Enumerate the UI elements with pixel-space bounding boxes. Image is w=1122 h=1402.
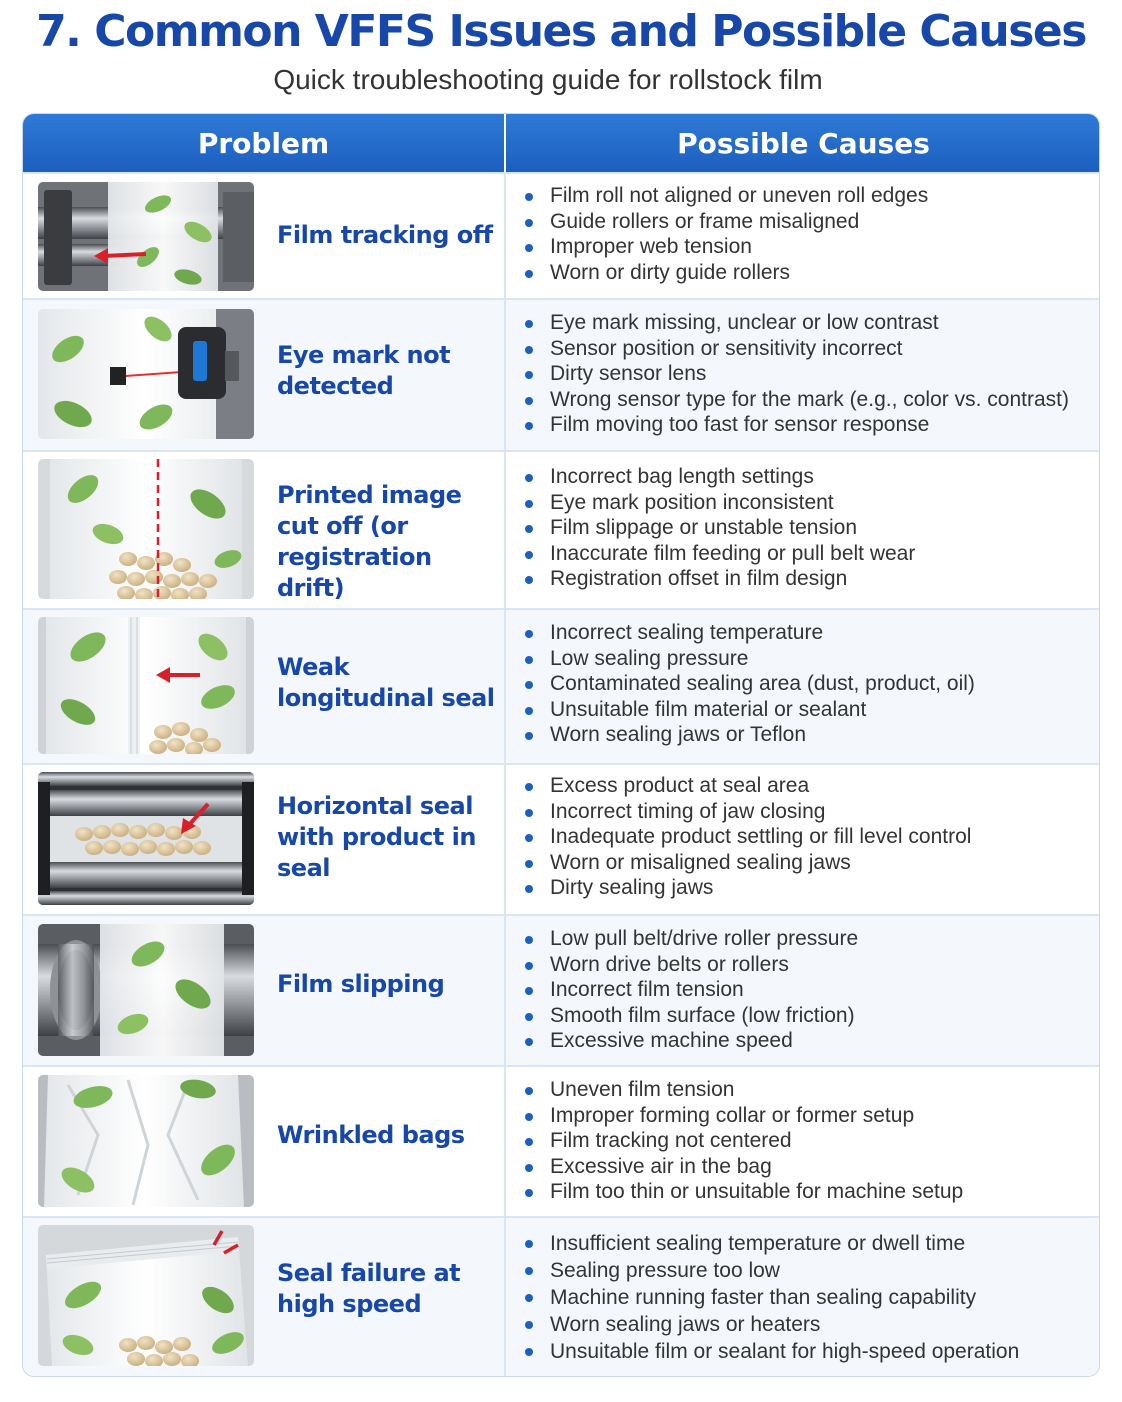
cause-item: Eye mark position inconsistent	[525, 490, 915, 516]
page-title: 7. Common VFFS Issues and Possible Causes	[36, 6, 1086, 57]
cause-item: Low sealing pressure	[525, 646, 975, 672]
troubleshooting-table	[22, 113, 1100, 1377]
film-tracking-photo	[38, 182, 254, 291]
wrinkled-bag-photo	[38, 1075, 254, 1207]
causes-list	[525, 926, 858, 1054]
cause-item: Worn sealing jaws or Teflon	[525, 722, 975, 748]
table-header	[23, 114, 1099, 172]
film-slipping-photo	[38, 924, 254, 1056]
header-possible-causes: Possible Causes	[677, 127, 930, 160]
cause-item: Eye mark missing, unclear or low contrast	[525, 310, 1069, 336]
table-row	[23, 298, 1099, 450]
causes-list	[525, 620, 975, 748]
cause-item: Machine running faster than sealing capability	[525, 1284, 1019, 1311]
cause-item: Film too thin or unsuitable for machine setup	[525, 1179, 963, 1205]
column-divider	[504, 172, 506, 1376]
problem-label: Printed image cut off (or registration drift)	[277, 481, 462, 602]
table-row	[23, 450, 1099, 608]
cause-item: Film moving too fast for sensor response	[525, 412, 1069, 438]
cause-item: Improper forming collar or former setup	[525, 1103, 963, 1129]
eye-mark-sensor-photo	[38, 309, 254, 439]
horizontal-seal-photo	[38, 772, 254, 905]
causes-list	[525, 1077, 963, 1205]
causes-list	[525, 1230, 1019, 1365]
cause-item: Unsuitable film material or sealant	[525, 697, 975, 723]
cause-item: Film roll not aligned or uneven roll edges	[525, 183, 928, 209]
problem-label: Wrinkled bags	[277, 1121, 465, 1149]
cause-item: Dirty sealing jaws	[525, 875, 971, 901]
cause-item: Guide rollers or frame misaligned	[525, 209, 928, 235]
problem-label: Film slipping	[277, 970, 445, 998]
cause-item: Film tracking not centered	[525, 1128, 963, 1154]
cause-item: Improper web tension	[525, 234, 928, 260]
cause-item: Uneven film tension	[525, 1077, 963, 1103]
cause-item: Insufficient sealing temperature or dwell time	[525, 1230, 1019, 1257]
cause-item: Excess product at seal area	[525, 773, 971, 799]
cause-item: Excessive air in the bag	[525, 1154, 963, 1180]
cause-item: Contaminated sealing area (dust, product, oil)	[525, 671, 975, 697]
cause-item: Wrong sensor type for the mark (e.g., color vs. contrast)	[525, 387, 1069, 413]
cause-item: Worn sealing jaws or heaters	[525, 1311, 1019, 1338]
table-row	[23, 1216, 1099, 1377]
cause-item: Excessive machine speed	[525, 1028, 858, 1054]
table-row	[23, 608, 1099, 763]
causes-list	[525, 464, 915, 592]
cause-item: Inaccurate film feeding or pull belt wear	[525, 541, 915, 567]
cause-item: Incorrect film tension	[525, 977, 858, 1003]
cause-item: Worn or dirty guide rollers	[525, 260, 928, 286]
table-row	[23, 172, 1099, 298]
header-problem: Problem	[23, 114, 506, 172]
problem-label: Seal failure at high speed	[277, 1259, 461, 1318]
page-subtitle: Quick troubleshooting guide for rollstock film	[273, 64, 823, 95]
cause-item: Worn or misaligned sealing jaws	[525, 850, 971, 876]
table-row	[23, 763, 1099, 914]
problem-label: Film tracking off	[277, 221, 493, 249]
seal-failure-photo	[38, 1225, 254, 1366]
cause-item: Sealing pressure too low	[525, 1257, 1019, 1284]
causes-list	[525, 773, 971, 901]
cause-item: Registration offset in film design	[525, 566, 915, 592]
longitudinal-seal-photo	[38, 617, 254, 754]
cause-item: Incorrect sealing temperature	[525, 620, 975, 646]
cause-item: Incorrect bag length settings	[525, 464, 915, 490]
problem-label: Weak longitudinal seal	[277, 653, 495, 712]
problem-label: Eye mark not detected	[277, 341, 451, 400]
problem-label: Horizontal seal with product in seal	[277, 792, 476, 882]
cause-item: Low pull belt/drive roller pressure	[525, 926, 858, 952]
cause-item: Dirty sensor lens	[525, 361, 1069, 387]
cause-item: Smooth film surface (low friction)	[525, 1003, 858, 1029]
cause-item: Film slippage or unstable tension	[525, 515, 915, 541]
table-row	[23, 1065, 1099, 1216]
causes-list	[525, 310, 1069, 438]
cause-item: Sensor position or sensitivity incorrect	[525, 336, 1069, 362]
cause-item: Worn drive belts or rollers	[525, 952, 858, 978]
cause-item: Incorrect timing of jaw closing	[525, 799, 971, 825]
registration-drift-photo	[38, 459, 254, 599]
cause-item: Inadequate product settling or fill level control	[525, 824, 971, 850]
causes-list	[525, 183, 928, 285]
table-row	[23, 914, 1099, 1065]
cause-item: Unsuitable film or sealant for high-speed operation	[525, 1338, 1019, 1365]
